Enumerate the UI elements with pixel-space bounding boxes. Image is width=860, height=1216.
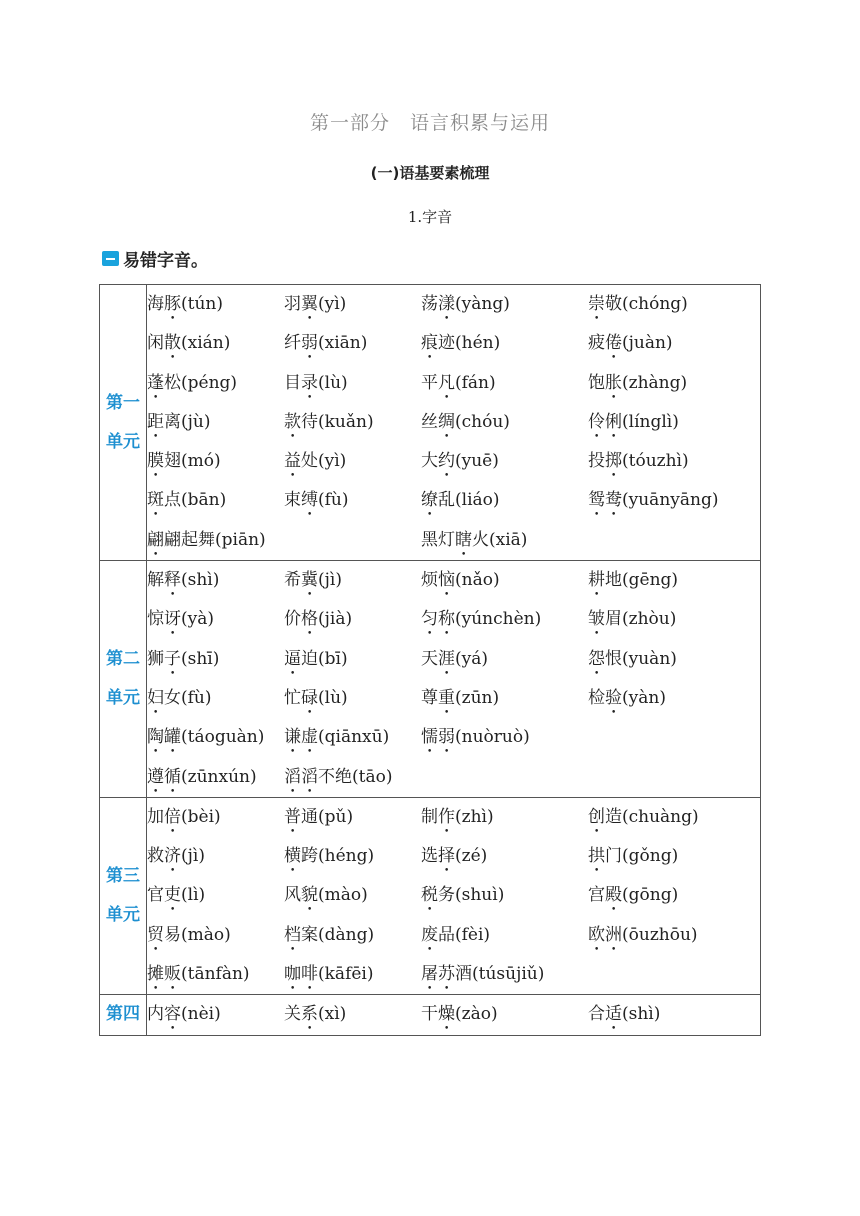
vocab-item bbox=[147, 442, 284, 481]
vocab-suffix: (yàn) bbox=[622, 687, 666, 708]
vocab-suffix: (xì) bbox=[318, 1004, 347, 1025]
vocab-item bbox=[284, 403, 421, 442]
vocab-item bbox=[284, 679, 421, 718]
vocab-prefix: 丝 bbox=[421, 411, 438, 432]
vocab-prefix: 官 bbox=[147, 885, 164, 906]
vocab-emphasis: 容 bbox=[164, 1004, 181, 1025]
empty-cell bbox=[588, 758, 758, 797]
vocab-item bbox=[421, 364, 588, 403]
vocab-emphasis: 瞎 bbox=[455, 529, 472, 550]
vocab-emphasis: 适 bbox=[605, 1004, 622, 1025]
vocab-emphasis: 倍 bbox=[164, 806, 181, 827]
vocab-item bbox=[421, 876, 588, 915]
vocab-emphasis: 约 bbox=[438, 451, 455, 472]
unit-label-top: 第二 bbox=[106, 648, 140, 669]
vocab-prefix: 选 bbox=[421, 846, 438, 867]
vocab-prefix: 投 bbox=[588, 451, 605, 472]
vocab-suffix: (nèi) bbox=[181, 1004, 221, 1025]
vocab-item bbox=[588, 679, 758, 718]
vocab-emphasis: 系 bbox=[301, 1004, 318, 1025]
vocab-suffix: (nuòruò) bbox=[455, 727, 530, 748]
vocab-item bbox=[421, 285, 588, 324]
vocab-item bbox=[588, 442, 758, 481]
vocab-suffix: (jià) bbox=[318, 609, 353, 630]
vocab-suffix: 易(mào) bbox=[164, 924, 231, 945]
unit-label bbox=[100, 995, 147, 1035]
vocab-item bbox=[421, 403, 588, 442]
vocab-prefix: 羽 bbox=[284, 294, 301, 314]
vocab-emphasis: 耕 bbox=[588, 570, 605, 591]
vocab-prefix: 内 bbox=[147, 1004, 164, 1025]
vocab-item bbox=[284, 995, 421, 1034]
vocab-item bbox=[588, 916, 758, 955]
empty-cell bbox=[284, 521, 421, 560]
vocab-suffix: 迹(hén) bbox=[438, 333, 501, 354]
vocab-item bbox=[421, 916, 588, 955]
vocab-prefix: 黑灯 bbox=[421, 529, 455, 550]
vocab-emphasis: 遵循 bbox=[147, 766, 181, 787]
vocab-item bbox=[147, 837, 284, 876]
vocab-suffix: 不绝(tāo) bbox=[318, 766, 393, 787]
vocab-item bbox=[284, 324, 421, 363]
empty-cell bbox=[421, 758, 588, 797]
unit-row bbox=[100, 797, 761, 994]
vocab-suffix: (táoguàn) bbox=[181, 727, 265, 748]
vocab-prefix: 尊 bbox=[421, 687, 438, 708]
vocab-emphasis: 讶 bbox=[164, 609, 181, 630]
vocab-suffix: (nǎo) bbox=[455, 570, 500, 591]
vocab-emphasis: 拱 bbox=[588, 846, 605, 867]
vocab-item bbox=[284, 876, 421, 915]
vocab-emphasis: 懦弱 bbox=[421, 727, 455, 748]
vocab-suffix: 务(shuì) bbox=[438, 885, 505, 906]
vocab-emphasis: 翩 bbox=[147, 529, 164, 550]
vocab-emphasis: 验 bbox=[605, 687, 622, 708]
vocab-emphasis: 税 bbox=[421, 885, 438, 906]
vocab-suffix: (zūnxún) bbox=[181, 766, 257, 787]
vocab-emphasis: 作 bbox=[438, 806, 455, 827]
vocab-item bbox=[421, 798, 588, 837]
vocab-prefix: 干 bbox=[421, 1004, 438, 1025]
title-part: 第一部分 bbox=[309, 112, 390, 134]
vocab-emphasis: 重 bbox=[438, 687, 455, 708]
vocab-emphasis: 款 bbox=[284, 411, 301, 432]
vocab-item bbox=[147, 364, 284, 403]
vocab-emphasis: 弱 bbox=[301, 333, 318, 354]
vocab-suffix: (shī) bbox=[181, 648, 220, 669]
vocab-item bbox=[588, 364, 758, 403]
vocab-emphasis: 冀 bbox=[301, 570, 318, 591]
vocab-item bbox=[588, 481, 758, 520]
vocab-suffix: (yúnchèn) bbox=[455, 609, 542, 630]
vocab-item bbox=[421, 955, 588, 994]
vocab-emphasis: 伶俐 bbox=[588, 411, 622, 432]
vocab-emphasis: 陶罐 bbox=[147, 727, 181, 748]
unit-words bbox=[147, 285, 761, 561]
section-marker-icon bbox=[102, 251, 119, 266]
vocab-suffix: (yàng) bbox=[455, 294, 510, 314]
unit-label-top: 第三 bbox=[106, 866, 140, 887]
vocab-emphasis: 逼 bbox=[284, 648, 301, 669]
vocab-item bbox=[421, 600, 588, 639]
vocab-emphasis: 斑 bbox=[147, 490, 164, 511]
vocab-suffix: 待(kuǎn) bbox=[301, 411, 374, 432]
vocab-suffix: 地(gēng) bbox=[605, 570, 679, 591]
vocab-emphasis: 摊贩 bbox=[147, 964, 181, 985]
vocab-item bbox=[421, 561, 588, 600]
vocab-item bbox=[147, 403, 284, 442]
vocab-item bbox=[284, 955, 421, 994]
vocab-item bbox=[421, 679, 588, 718]
unit-words bbox=[147, 995, 761, 1035]
vocab-item bbox=[147, 285, 284, 324]
vocab-suffix: (lù) bbox=[318, 372, 348, 393]
vocab-suffix: (qiānxū) bbox=[318, 727, 390, 748]
unit-label-bottom: 单元 bbox=[106, 905, 140, 926]
vocab-suffix: 敬(chóng) bbox=[605, 294, 688, 314]
vocab-item bbox=[421, 521, 588, 560]
vocab-item bbox=[421, 324, 588, 363]
vocab-item bbox=[284, 561, 421, 600]
page-title bbox=[0, 108, 860, 135]
vocab-suffix: (juàn) bbox=[622, 333, 673, 354]
vocab-emphasis: 缚 bbox=[301, 490, 318, 511]
vocab-suffix: (xiān) bbox=[318, 333, 368, 354]
vocab-suffix: 松(péng) bbox=[164, 372, 238, 393]
vocab-prefix: 天 bbox=[421, 648, 438, 669]
vocab-prefix: 狮 bbox=[147, 648, 164, 669]
vocab-emphasis: 吏 bbox=[164, 885, 181, 906]
vocab-emphasis: 漾 bbox=[438, 294, 455, 314]
section-title: 1.字音 bbox=[407, 208, 453, 226]
vocab-suffix: (bèi) bbox=[181, 806, 221, 827]
vocab-emphasis: 怨 bbox=[588, 648, 605, 669]
vocab-emphasis: 殿 bbox=[605, 885, 622, 906]
vocab-prefix: 大 bbox=[421, 451, 438, 472]
vocab-emphasis: 释 bbox=[164, 570, 181, 591]
vocab-suffix: (gōng) bbox=[622, 885, 679, 906]
vocab-emphasis: 皱 bbox=[588, 609, 605, 630]
vocab-suffix: 点(bān) bbox=[164, 490, 227, 511]
vocab-emphasis: 鸳鸯 bbox=[588, 490, 622, 511]
unit-label-bottom: 单元 bbox=[106, 431, 140, 452]
vocab-suffix: (línglì) bbox=[622, 411, 679, 432]
vocab-prefix: 加 bbox=[147, 806, 164, 827]
vocab-suffix: (yá) bbox=[455, 648, 489, 669]
vocab-prefix: 目 bbox=[284, 372, 301, 393]
vocab-prefix: 惊 bbox=[147, 609, 164, 630]
vocab-item bbox=[284, 916, 421, 955]
vocab-item bbox=[147, 995, 284, 1034]
vocab-emphasis: 益 bbox=[284, 451, 301, 472]
vocab-prefix: 荡 bbox=[421, 294, 438, 314]
unit-row bbox=[100, 561, 761, 798]
vocab-item bbox=[284, 285, 421, 324]
vocab-item bbox=[147, 640, 284, 679]
vocab-emphasis: 档 bbox=[284, 924, 301, 945]
vocab-emphasis: 貌 bbox=[301, 885, 318, 906]
vocab-item bbox=[147, 916, 284, 955]
vocab-prefix: 制 bbox=[421, 806, 438, 827]
vocab-suffix: (shì) bbox=[181, 570, 220, 591]
vocab-item bbox=[147, 758, 284, 797]
vocab-suffix: (zhì) bbox=[455, 806, 494, 827]
vocab-suffix: (yà) bbox=[181, 609, 215, 630]
vocab-item bbox=[588, 837, 758, 876]
vocab-item bbox=[588, 600, 758, 639]
vocab-suffix: (lì) bbox=[181, 885, 206, 906]
vocab-prefix: 关 bbox=[284, 1004, 301, 1025]
empty-cell bbox=[588, 955, 758, 994]
vocab-item bbox=[147, 324, 284, 363]
subtitle: (一)语基要素梳理 bbox=[370, 164, 490, 182]
vocab-item bbox=[147, 561, 284, 600]
vocab-emphasis: 恼 bbox=[438, 570, 455, 591]
vocab-suffix: 眉(zhòu) bbox=[605, 609, 677, 630]
vocab-emphasis: 散 bbox=[164, 333, 181, 354]
vocab-emphasis: 滔滔 bbox=[284, 766, 318, 787]
vocab-item bbox=[588, 876, 758, 915]
unit-label-bottom: 单元 bbox=[106, 687, 140, 708]
vocab-item bbox=[588, 640, 758, 679]
unit-words bbox=[147, 561, 761, 798]
vocab-emphasis: 济 bbox=[164, 846, 181, 867]
vocab-prefix: 宫 bbox=[588, 885, 605, 906]
vocab-prefix: 海 bbox=[147, 294, 164, 314]
vocab-suffix: 品(fèi) bbox=[438, 924, 491, 945]
vocab-emphasis: 膜 bbox=[147, 451, 164, 472]
vocab-emphasis: 燥 bbox=[438, 1004, 455, 1025]
vocab-item bbox=[588, 403, 758, 442]
vocab-emphasis: 翼 bbox=[301, 294, 318, 314]
unit-label bbox=[100, 797, 147, 994]
vocab-suffix: 案(dàng) bbox=[301, 924, 375, 945]
vocab-emphasis: 格 bbox=[301, 609, 318, 630]
vocab-suffix: (jì) bbox=[318, 570, 342, 591]
vocab-suffix: 翩起舞(piān) bbox=[164, 529, 266, 550]
vocab-suffix: (chóu) bbox=[455, 411, 510, 432]
vocab-emphasis: 豚 bbox=[164, 294, 181, 314]
vocab-item bbox=[588, 561, 758, 600]
vocab-emphasis: 创 bbox=[588, 806, 605, 827]
vocab-emphasis: 痕 bbox=[421, 333, 438, 354]
vocab-suffix: 门(gǒng) bbox=[605, 846, 679, 867]
vocab-item bbox=[147, 679, 284, 718]
vocab-suffix: (jì) bbox=[181, 846, 205, 867]
vocab-suffix: (zhàng) bbox=[622, 372, 688, 393]
vocab-suffix: (zào) bbox=[455, 1004, 498, 1025]
vocab-emphasis: 谦虚 bbox=[284, 727, 318, 748]
vocab-suffix: 离(jù) bbox=[164, 411, 211, 432]
vocab-emphasis: 子 bbox=[164, 648, 181, 669]
vocab-suffix: 迫(bī) bbox=[301, 648, 348, 669]
vocab-item bbox=[147, 798, 284, 837]
vocab-emphasis: 掷 bbox=[605, 451, 622, 472]
unit-row bbox=[100, 995, 761, 1035]
vocab-emphasis: 屠苏 bbox=[421, 964, 455, 985]
unit-words bbox=[147, 797, 761, 994]
vocab-emphasis: 崇 bbox=[588, 294, 605, 314]
vocab-prefix: 闲 bbox=[147, 333, 164, 354]
vocab-item bbox=[421, 995, 588, 1034]
vocab-item bbox=[147, 718, 284, 757]
vocab-suffix: 造(chuàng) bbox=[605, 806, 699, 827]
vocab-emphasis: 录 bbox=[301, 372, 318, 393]
vocab-prefix: 束 bbox=[284, 490, 301, 511]
vocab-suffix: (mào) bbox=[318, 885, 368, 906]
vocab-suffix: (xián) bbox=[181, 333, 231, 354]
vocab-item bbox=[421, 718, 588, 757]
vocab-suffix: (tóuzhì) bbox=[622, 451, 689, 472]
vocab-item bbox=[284, 442, 421, 481]
empty-cell bbox=[588, 718, 758, 757]
vocab-item bbox=[588, 798, 758, 837]
vocab-table bbox=[99, 284, 761, 1036]
vocab-emphasis: 咖啡 bbox=[284, 964, 318, 985]
vocab-suffix: (fù) bbox=[318, 490, 349, 511]
vocab-prefix: 忙 bbox=[284, 687, 301, 708]
vocab-suffix: 处(yì) bbox=[301, 451, 347, 472]
vocab-prefix: 救 bbox=[147, 846, 164, 867]
vocab-item bbox=[147, 876, 284, 915]
vocab-suffix: (zūn) bbox=[455, 687, 500, 708]
vocab-suffix: (shì) bbox=[622, 1004, 661, 1025]
vocab-item bbox=[284, 640, 421, 679]
vocab-suffix: 跨(héng) bbox=[301, 846, 375, 867]
vocab-item bbox=[147, 521, 284, 560]
vocab-emphasis: 距 bbox=[147, 411, 164, 432]
unit-label bbox=[100, 285, 147, 561]
vocab-prefix: 解 bbox=[147, 570, 164, 591]
vocab-emphasis: 凡 bbox=[438, 372, 455, 393]
vocab-item bbox=[588, 995, 758, 1034]
vocab-prefix: 疲 bbox=[588, 333, 605, 354]
vocab-item bbox=[284, 798, 421, 837]
vocab-suffix: 女(fù) bbox=[164, 687, 212, 708]
vocab-emphasis: 绸 bbox=[438, 411, 455, 432]
vocab-prefix: 价 bbox=[284, 609, 301, 630]
vocab-suffix: 翅(mó) bbox=[164, 451, 221, 472]
vocab-emphasis: 匀称 bbox=[421, 609, 455, 630]
vocab-item bbox=[421, 837, 588, 876]
vocab-item bbox=[147, 600, 284, 639]
vocab-item bbox=[284, 718, 421, 757]
vocab-item bbox=[284, 600, 421, 639]
vocab-item bbox=[284, 481, 421, 520]
vocab-prefix: 纤 bbox=[284, 333, 301, 354]
vocab-item bbox=[588, 285, 758, 324]
vocab-emphasis: 欧洲 bbox=[588, 924, 622, 945]
vocab-prefix: 饱 bbox=[588, 372, 605, 393]
vocab-suffix: (yì) bbox=[318, 294, 347, 314]
heading-text: 易错字音。 bbox=[123, 251, 208, 271]
vocab-emphasis: 普 bbox=[284, 806, 301, 827]
vocab-emphasis: 倦 bbox=[605, 333, 622, 354]
vocab-suffix: (lù) bbox=[318, 687, 348, 708]
vocab-emphasis: 碌 bbox=[301, 687, 318, 708]
vocab-suffix: 乱(liáo) bbox=[438, 490, 500, 511]
vocab-emphasis: 蓬 bbox=[147, 372, 164, 393]
vocab-emphasis: 妇 bbox=[147, 687, 164, 708]
vocab-item bbox=[284, 758, 421, 797]
vocab-suffix: (tún) bbox=[181, 294, 223, 314]
vocab-suffix: 酒(túsūjiǔ) bbox=[455, 964, 545, 985]
empty-cell bbox=[588, 521, 758, 560]
vocab-suffix: 火(xiā) bbox=[472, 529, 528, 550]
vocab-prefix: 风 bbox=[284, 885, 301, 906]
vocab-prefix: 平 bbox=[421, 372, 438, 393]
vocab-item bbox=[421, 481, 588, 520]
vocab-item bbox=[588, 324, 758, 363]
unit-label-top: 第一 bbox=[106, 392, 140, 413]
title-name: 语言积累与运用 bbox=[410, 112, 551, 134]
vocab-item bbox=[147, 481, 284, 520]
unit-row bbox=[100, 285, 761, 561]
vocab-item bbox=[147, 955, 284, 994]
vocab-suffix: (yuānyāng) bbox=[622, 490, 719, 511]
vocab-suffix: 恨(yuàn) bbox=[605, 648, 677, 669]
vocab-emphasis: 贸 bbox=[147, 924, 164, 945]
vocab-suffix: 通(pǔ) bbox=[301, 806, 354, 827]
vocab-emphasis: 胀 bbox=[605, 372, 622, 393]
vocab-prefix: 希 bbox=[284, 570, 301, 591]
vocab-emphasis: 缭 bbox=[421, 490, 438, 511]
vocab-item bbox=[284, 837, 421, 876]
unit-label bbox=[100, 561, 147, 798]
vocab-suffix: (zé) bbox=[455, 846, 488, 867]
vocab-emphasis: 择 bbox=[438, 846, 455, 867]
vocab-prefix: 烦 bbox=[421, 570, 438, 591]
unit-label-top: 第四 bbox=[106, 1004, 140, 1025]
vocab-item bbox=[421, 640, 588, 679]
vocab-item bbox=[421, 442, 588, 481]
vocab-item bbox=[284, 364, 421, 403]
vocab-suffix: (kāfēi) bbox=[318, 964, 374, 985]
vocab-emphasis: 废 bbox=[421, 924, 438, 945]
vocab-emphasis: 涯 bbox=[438, 648, 455, 669]
heading bbox=[102, 246, 208, 271]
vocab-suffix: (yuē) bbox=[455, 451, 499, 472]
vocab-prefix: 检 bbox=[588, 687, 605, 708]
vocab-suffix: (fán) bbox=[455, 372, 496, 393]
vocab-emphasis: 横 bbox=[284, 846, 301, 867]
vocab-suffix: (tānfàn) bbox=[181, 964, 250, 985]
vocab-prefix: 合 bbox=[588, 1004, 605, 1025]
vocab-suffix: (ōuzhōu) bbox=[622, 924, 698, 945]
